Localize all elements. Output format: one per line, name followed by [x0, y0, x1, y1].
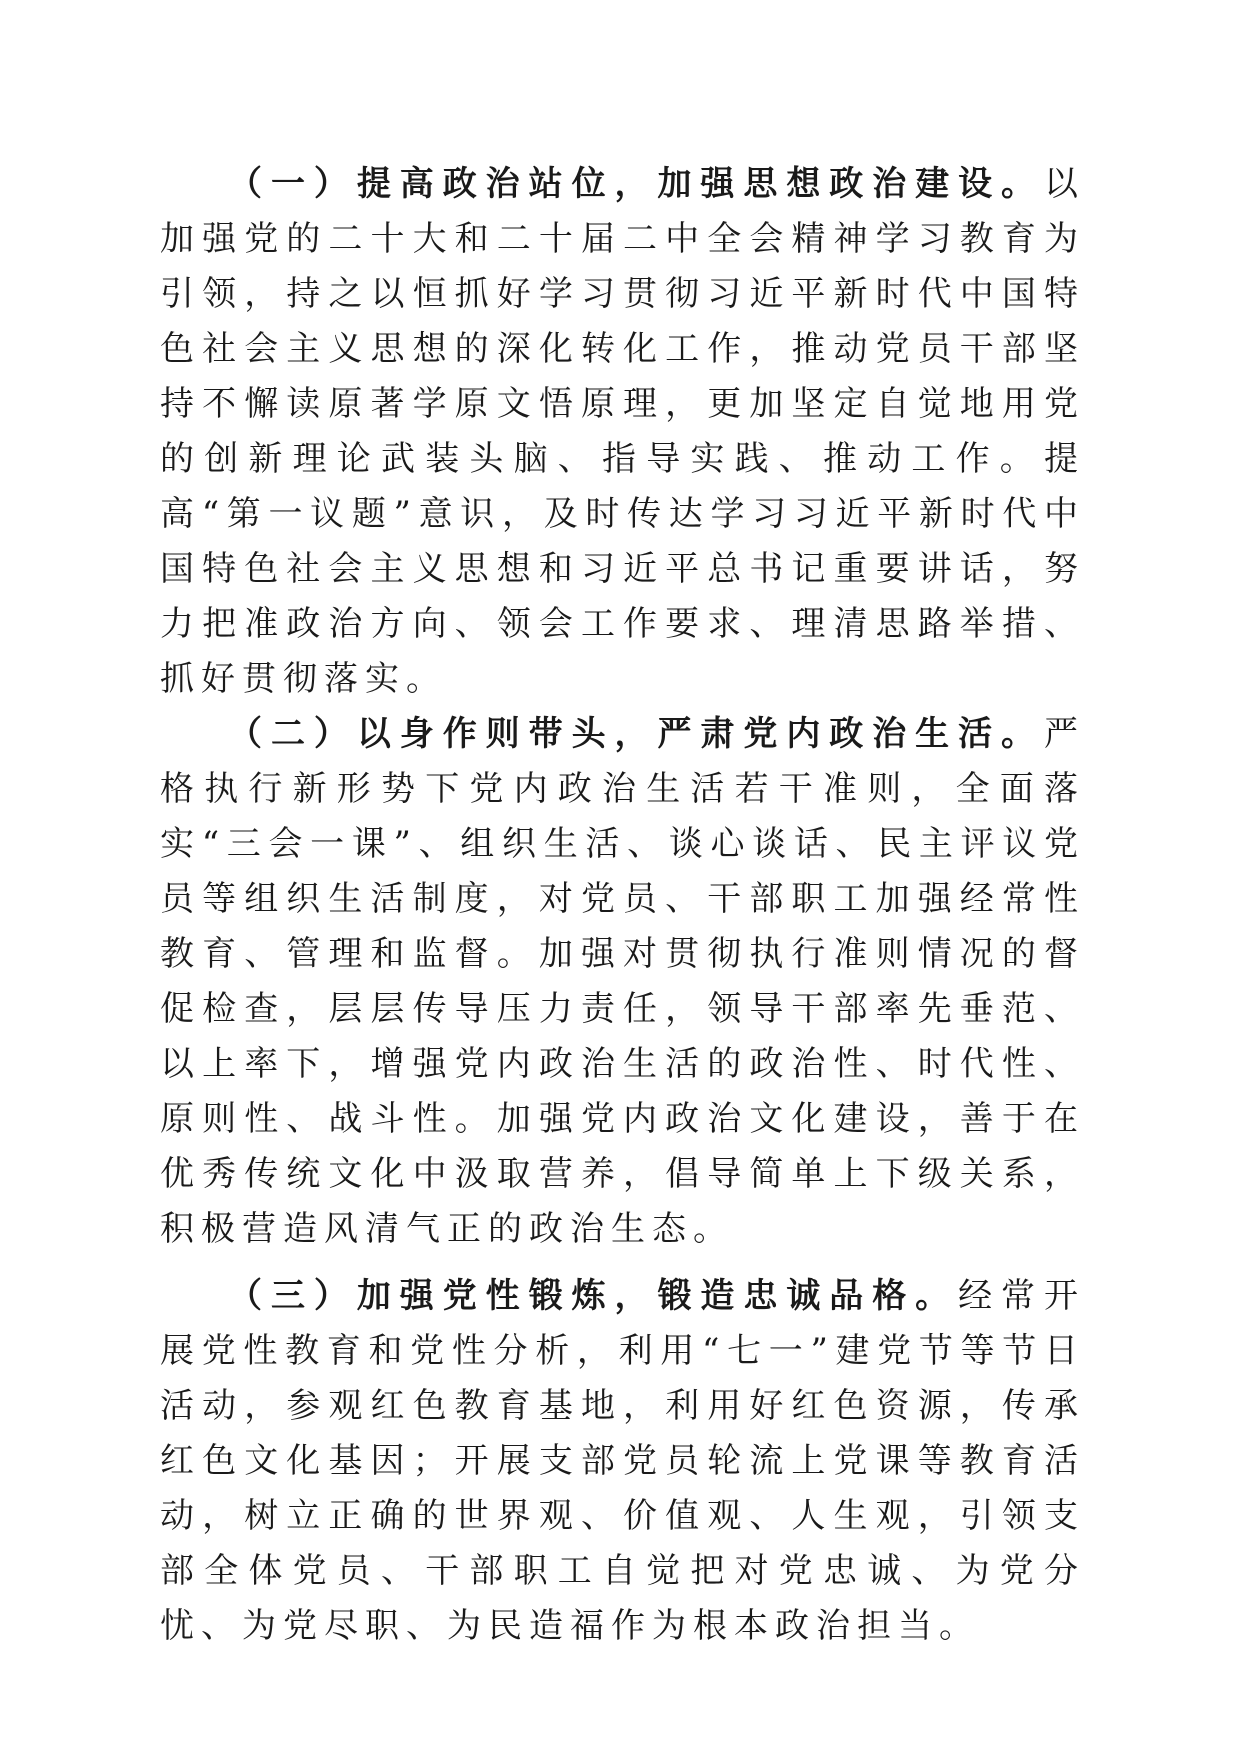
paragraph-2-text: 严格执行新形势下党内政治生活若干准则，全面落实“三会一课”、组织生活、谈心谈话、民主评议党员等组织生活制度，对党员、干部职工加强经常性教育、管理和监督。加强对贯彻执行准则情况的督促检查，层层传导压力责任，领导干部率先垂范、以上率下，增强党内政治生活的政治性、时代性、原则性、战斗性。加强党内政治文化建设，善于在优秀传统文化中汲取营养，倡导简单上下级关系，积极营造风清气正的政治生态。 — [160, 714, 1085, 1249]
paragraph-1 — [160, 157, 1085, 707]
paragraph-3-heading: （三）加强党性锻炼，锻造忠诚品格。 — [228, 1276, 959, 1316]
document-body — [160, 157, 1085, 1654]
paragraph-3 — [160, 1269, 1085, 1654]
paragraph-1-text: 以加强党的二十大和二十届二中全会精神学习教育为引领，持之以恒抓好学习贯彻习近平新时代中国特色社会主义思想的深化转化工作，推动党员干部坚持不懈读原著学原文悟原理，更加坚定自觉地用党的创新理论武装头脑、指导实践、推动工作。提高“第一议题”意识，及时传达学习习近平新时代中国特色社会主义思想和习近平总书记重要讲话，努力把准政治方向、领会工作要求、理清思路举措、抓好贯彻落实。 — [160, 164, 1085, 699]
paragraph-1-heading: （一）提高政治站位，加强思想政治建设。 — [228, 164, 1044, 204]
paragraph-3-text: 经常开展党性教育和党性分析，利用“七一”建党节等节日活动，参观红色教育基地，利用好红色资源，传承红色文化基因；开展支部党员轮流上党课等教育活动，树立正确的世界观、价值观、人生观，引领支部全体党员、干部职工自觉把对党忠诚、为党分忧、为党尽职、为民造福作为根本政治担当。 — [160, 1276, 1086, 1646]
paragraph-2-heading: （二）以身作则带头，严肃党内政治生活。 — [228, 714, 1044, 754]
paragraph-2 — [160, 707, 1085, 1257]
